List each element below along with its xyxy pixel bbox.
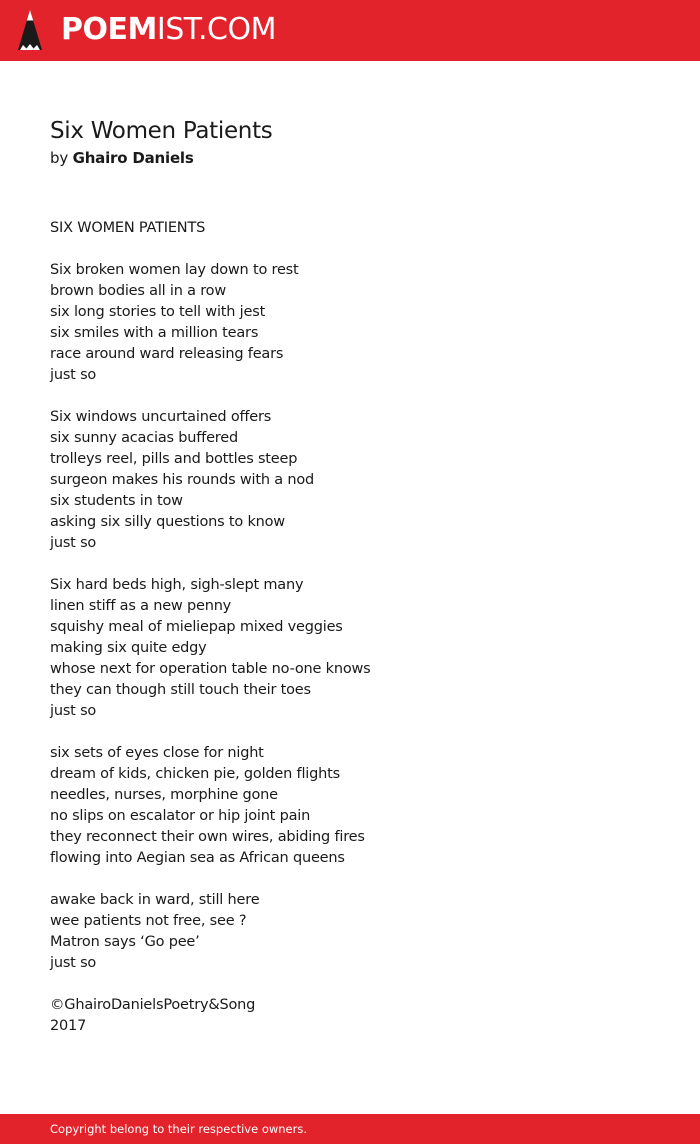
poem-line: Six broken women lay down to rest — [50, 262, 299, 278]
poem-line: they reconnect their own wires, abiding fires — [50, 829, 365, 845]
poem-line: squishy meal of mieliepap mixed veggies — [50, 619, 343, 635]
poem-line: no slips on escalator or hip joint pain — [50, 808, 311, 824]
poem-line: just so — [50, 955, 97, 971]
brand-bold: POEM — [61, 12, 157, 47]
poem-line: six sunny acacias buffered — [50, 430, 238, 446]
poem-line: SIX WOMEN PATIENTS — [50, 220, 206, 236]
poem-line: wee patients not free, see ? — [50, 913, 247, 929]
poem-line: making six quite edgy — [50, 640, 207, 656]
poem-line: six sets of eyes close for night — [50, 745, 264, 761]
poem-line: race around ward releasing fears — [50, 346, 284, 362]
stanza — [50, 260, 650, 386]
poem-line: surgeon makes his rounds with a nod — [50, 472, 314, 488]
author-name: Ghairo Daniels — [72, 149, 194, 167]
site-header — [0, 0, 700, 61]
poem-line: linen stiff as a new penny — [50, 598, 232, 614]
poem-line: just so — [50, 367, 97, 383]
stanza — [50, 575, 650, 722]
poem-heading — [50, 117, 650, 169]
byline — [50, 147, 650, 169]
stanza — [50, 218, 650, 239]
site-logo-link[interactable] — [17, 9, 276, 51]
brand-light: IST.COM — [156, 12, 276, 47]
stanza — [50, 407, 650, 554]
stanza — [50, 995, 650, 1037]
poem-line: six students in tow — [50, 493, 183, 509]
poem-line: dream of kids, chicken pie, golden flights — [50, 766, 340, 782]
poem-line: Six hard beds high, sigh-slept many — [50, 577, 304, 593]
poem-line: six long stories to tell with jest — [50, 304, 266, 320]
poem-line: Matron says ‘Go pee’ — [50, 934, 200, 950]
poem-line: six smiles with a million tears — [50, 325, 259, 341]
poem-line: just so — [50, 703, 97, 719]
site-brand — [61, 9, 276, 51]
pencil-icon — [17, 9, 43, 51]
stanza — [50, 743, 650, 869]
poem-line: just so — [50, 535, 97, 551]
poem-line: Six windows uncurtained offers — [50, 409, 272, 425]
copyright-text: Copyright belong to their respective owners. — [50, 1122, 308, 1136]
poem-line: asking six silly questions to know — [50, 514, 285, 530]
poem-title: Six Women Patients — [50, 118, 273, 144]
poem-line: brown bodies all in a row — [50, 283, 227, 299]
poem-line: whose next for operation table no-one knows — [50, 661, 371, 677]
poem-line: trolleys reel, pills and bottles steep — [50, 451, 298, 467]
site-footer — [0, 1114, 700, 1144]
poem-line: they can though still touch their toes — [50, 682, 311, 698]
poem-line: needles, nurses, morphine gone — [50, 787, 278, 803]
poem-line: 2017 — [50, 1018, 87, 1034]
poem-line: ©GhairoDanielsPoetry&Song — [50, 997, 256, 1013]
stanza — [50, 890, 650, 974]
byline-prefix: by — [50, 149, 68, 167]
poem-body — [50, 218, 650, 1058]
poem-line: awake back in ward, still here — [50, 892, 260, 908]
poem-line: flowing into Aegian sea as African queens — [50, 850, 345, 866]
